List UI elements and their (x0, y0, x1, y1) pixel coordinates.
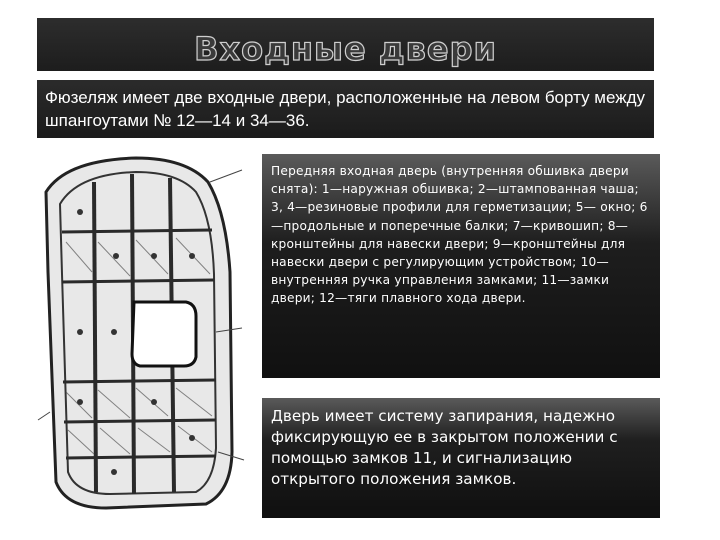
aircraft-door-drawing-icon (36, 152, 252, 514)
slide-title: Входные двери (194, 29, 497, 68)
intro-text: Фюзеляж имеет две входные двери, расположенные на левом борту между шпангоутами № 12—14 и 34—36. (37, 80, 654, 138)
door-figure (36, 152, 252, 514)
figure-caption: Передняя входная дверь (внутренняя обшивка двери снята): 1—наружная обшивка; 2—штампованная чаша; 3, 4—резиновые профили для герметизации; 5— окно; 6—продольные и поперечные балки; 7—кривошип; 8—кронштейны для навески двери; 9—кронштейны для навески двери с регулирующим устройством; 10—внутренняя ручка управления замками; 11—замки двери; 12—тяги плавного хода двери. (262, 154, 660, 378)
lock-description: Дверь имеет систему запирания, надежно фиксирующую ее в закрытом положении с помощью замков 11, и сигнализацию открытого положения замков. (262, 398, 660, 518)
title-bar (37, 18, 654, 71)
